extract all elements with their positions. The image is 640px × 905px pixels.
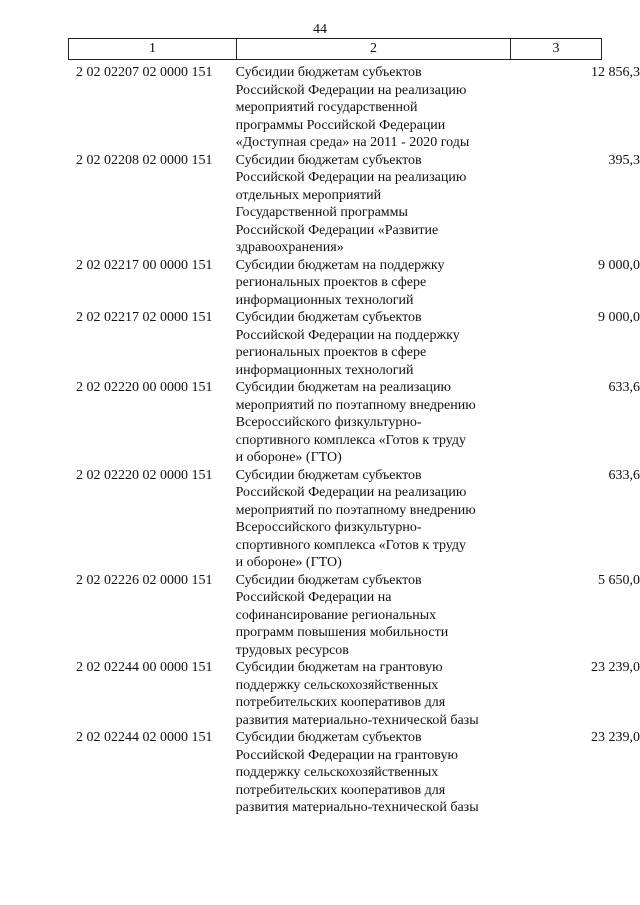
- table-row: [0, 467, 640, 572]
- header-col-1: 1: [69, 39, 237, 59]
- row-code: 2 02 02220 02 0000 151: [76, 467, 213, 483]
- page-number: 44: [313, 22, 327, 37]
- row-amount: 9 000,0: [598, 310, 640, 325]
- row-description: Субсидии бюджетам субъектов Российской Федерации на реализацию отдельных мероприятий Государственной программы Российской Федерации «Развитие здравоохранения»: [235, 152, 467, 255]
- row-amount: 23 239,0: [591, 730, 640, 745]
- row-description: Субсидии бюджетам на грантовую поддержку сельскохозяйственных потребительских кооперативов для развития материально-технической базы: [235, 660, 479, 728]
- row-amount: 9 000,0: [598, 257, 640, 273]
- row-amount: 395,3: [608, 152, 640, 168]
- row-description: Субсидии бюджетам субъектов Российской Федерации на реализацию мероприятий по поэтапному внедрению Всероссийского физкультурно- спортивного комплекса «Готов к труду и обороне» (ГТО): [235, 467, 476, 570]
- table-row: [0, 257, 640, 310]
- row-code: 2 02 02226 02 0000 151: [76, 572, 213, 588]
- row-amount: 5 650,0: [598, 572, 640, 588]
- row-amount: 12 856,3: [591, 65, 640, 80]
- table-row: [0, 152, 640, 257]
- header-col-3: 3: [552, 41, 560, 56]
- row-description: Субсидии бюджетам субъектов Российской Федерации на поддержку региональных проектов в сфере информационных технологий: [235, 310, 460, 378]
- row-description: Субсидии бюджетам субъектов Российской Федерации на грантовую поддержку сельскохозяйственных потребительских кооперативов для развития материально-технической базы: [235, 730, 479, 815]
- table-row: [0, 379, 640, 467]
- row-code: 2 02 02208 02 0000 151: [76, 152, 213, 168]
- table-row: [0, 309, 640, 379]
- table-header: [68, 38, 602, 60]
- table-row: [0, 659, 640, 729]
- row-amount: 23 239,0: [591, 660, 640, 675]
- table-row: [0, 572, 640, 660]
- header-col-2: 2: [237, 39, 511, 59]
- table-row: [0, 64, 640, 152]
- row-description: Субсидии бюджетам на поддержку региональных проектов в сфере информационных технологий: [235, 257, 445, 308]
- row-code: 2 02 02244 00 0000 151: [76, 660, 213, 675]
- row-description: Субсидии бюджетам субъектов Российской Федерации на софинансирование региональных программ повышения мобильности трудовых ресурсов: [235, 572, 449, 658]
- row-code: 2 02 02217 00 0000 151: [76, 257, 213, 273]
- row-amount: 633,6: [608, 380, 640, 395]
- row-code: 2 02 02207 02 0000 151: [76, 65, 213, 80]
- row-code: 2 02 02217 02 0000 151: [76, 310, 213, 325]
- row-description: Субсидии бюджетам субъектов Российской Федерации на реализацию мероприятий государственной программы Российской Федерации «Доступная среда» на 2011 - 2020 годы: [235, 65, 470, 150]
- row-code: 2 02 02244 02 0000 151: [76, 730, 213, 745]
- row-code: 2 02 02220 00 0000 151: [76, 380, 213, 395]
- row-description: Субсидии бюджетам на реализацию мероприятий по поэтапному внедрению Всероссийского физкультурно- спортивного комплекса «Готов к труду и обороне» (ГТО): [235, 380, 476, 465]
- row-amount: 633,6: [608, 467, 640, 483]
- table-body: [0, 64, 640, 817]
- table-row: [0, 729, 640, 817]
